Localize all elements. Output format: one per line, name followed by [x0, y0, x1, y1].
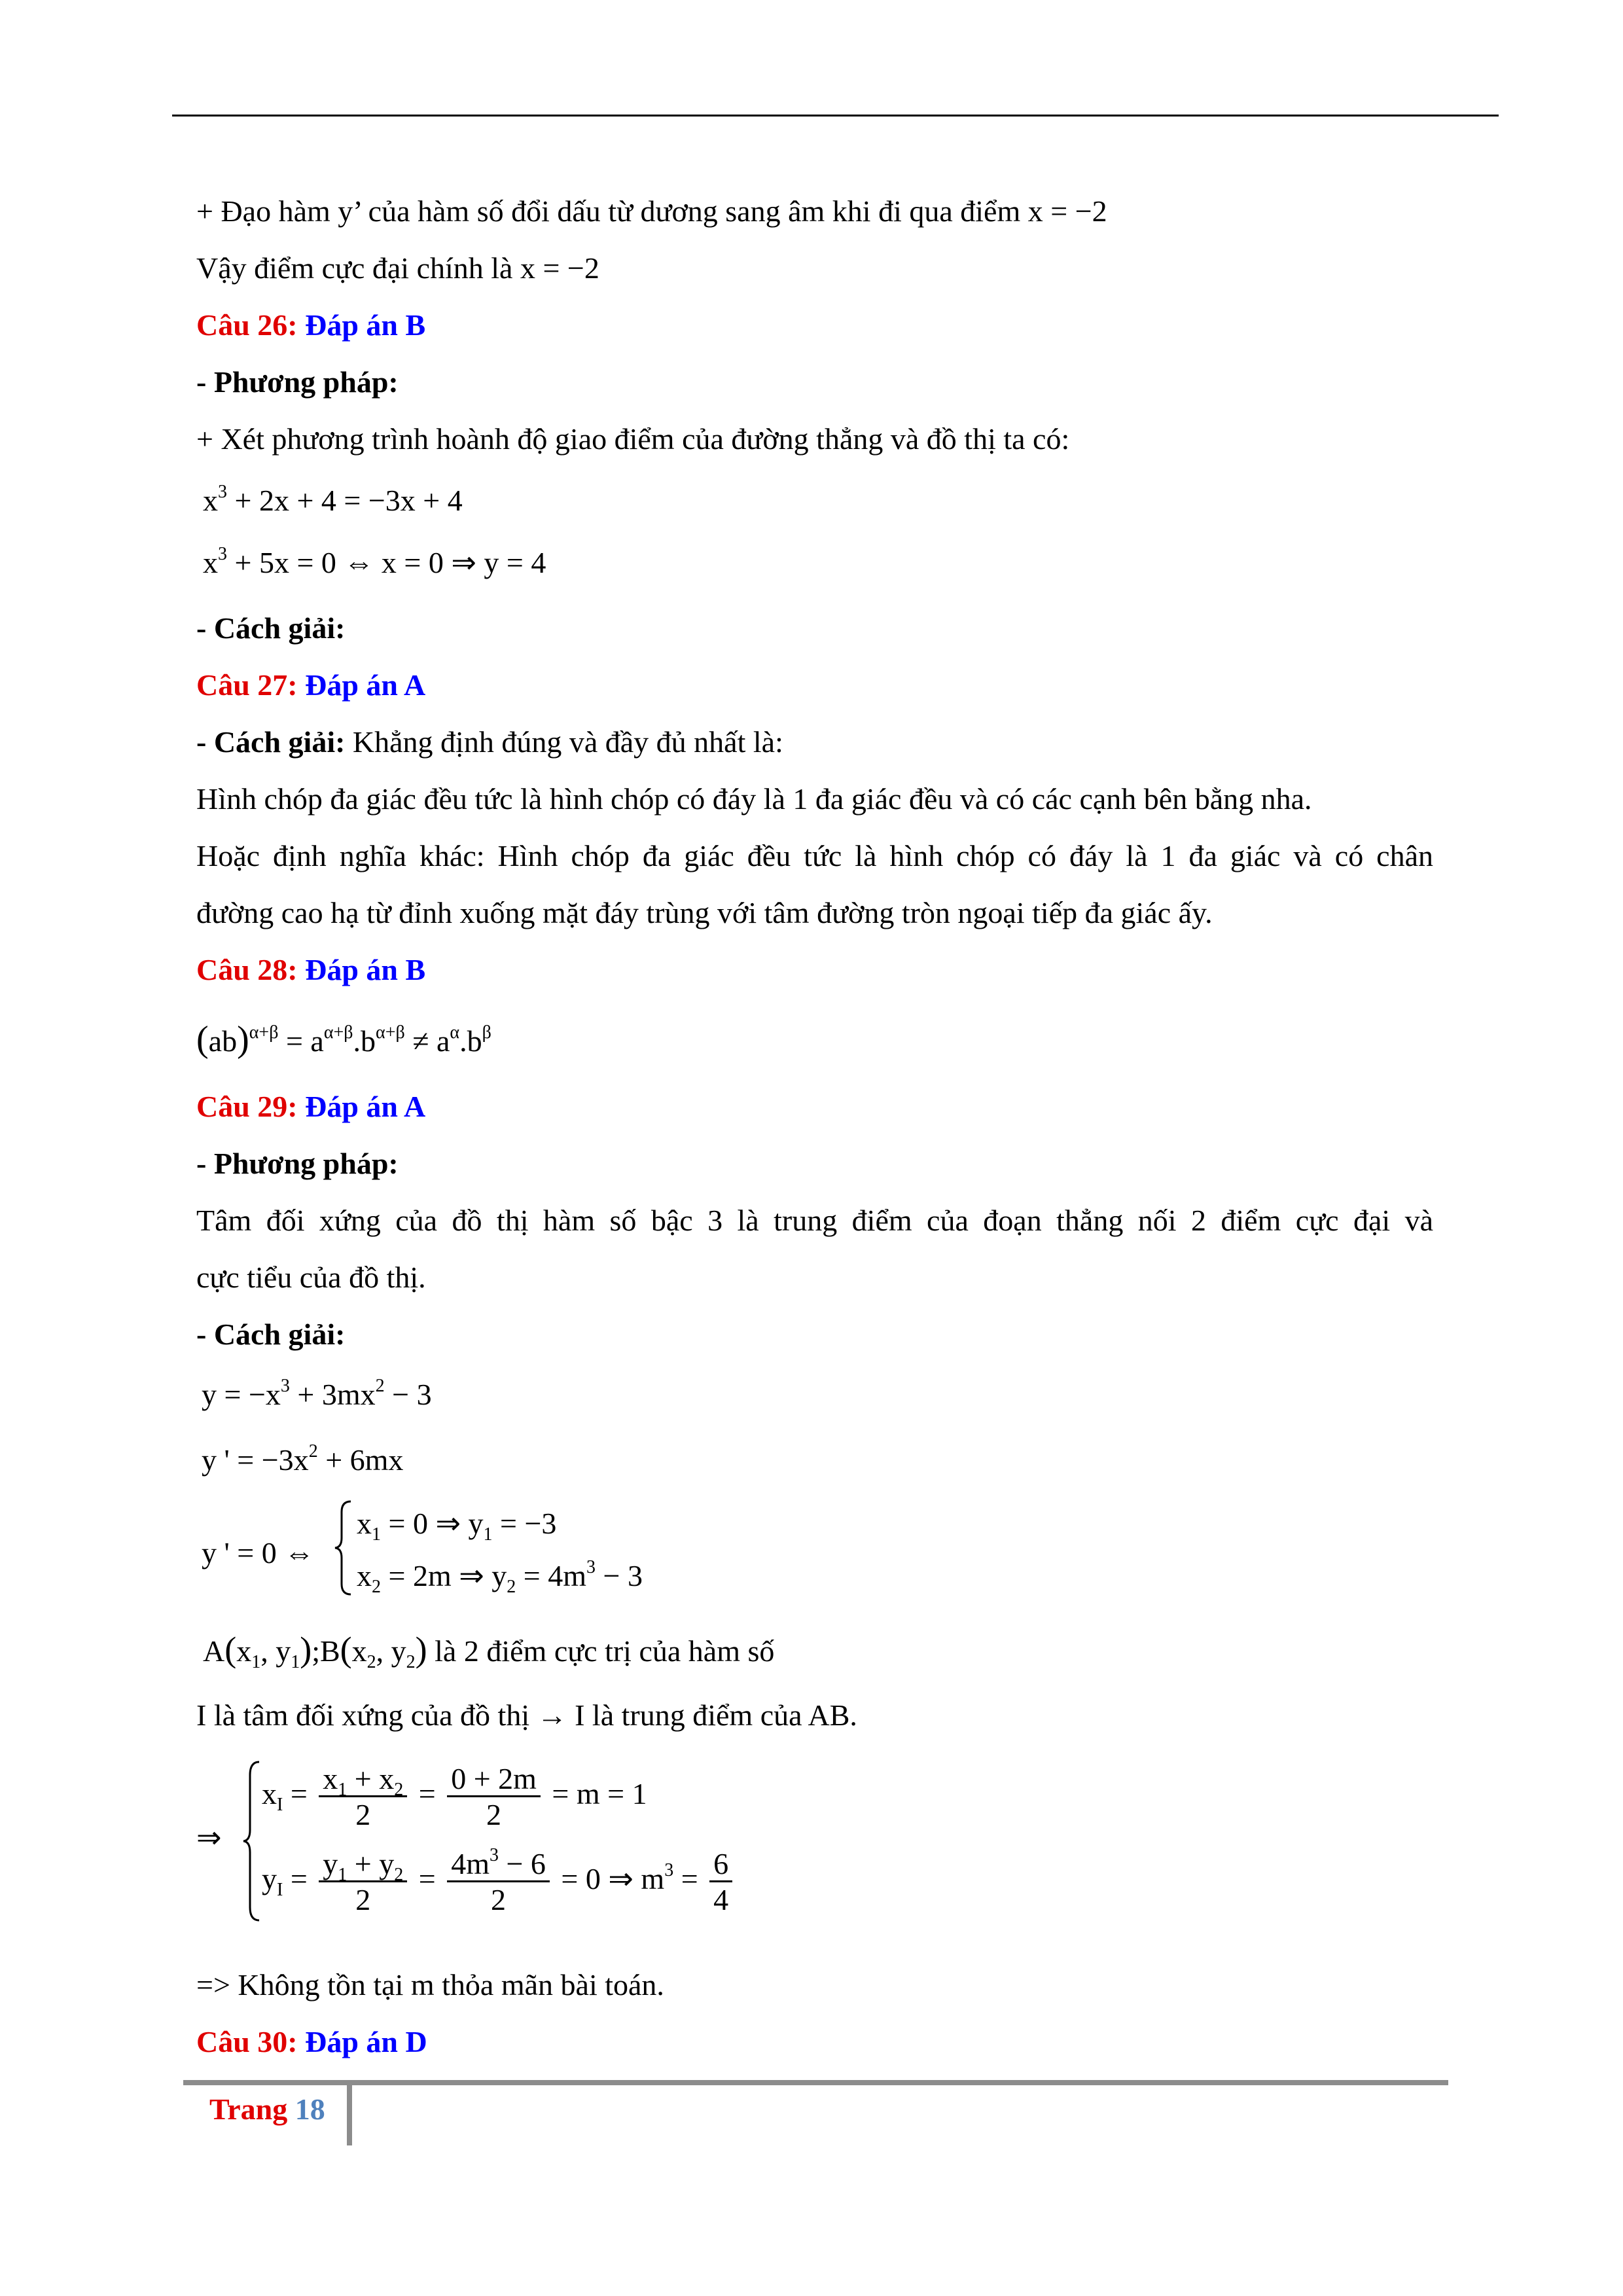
section-heading: - Phương pháp:	[196, 365, 399, 399]
brace-icon	[242, 1759, 262, 1923]
section-heading: - Cách giải:	[196, 611, 346, 645]
equation: y ' = 0 ⇔	[202, 1536, 315, 1570]
answer-label: Đáp án A	[305, 668, 426, 702]
question-heading-29	[196, 1092, 425, 1122]
question-heading-27	[196, 670, 425, 700]
section-heading: - Cách giải:	[196, 1318, 346, 1351]
footer-rule	[183, 2080, 1448, 2085]
question-label: Câu 29:	[196, 1090, 298, 1123]
text-line: Hoặc định nghĩa khác: Hình chóp đa giác đều tức là hình chóp có đáy là 1 đa giác và có chân	[196, 839, 1433, 872]
equation: $x^3 + 2x + 4 = -3x + 4$	[203, 482, 463, 517]
text-line: Tâm đối xứng của đồ thị hàm số bậc 3 là trung điểm của đoạn thẳng nối 2 điểm cực đại và	[196, 1204, 1433, 1237]
text-line: => Không tồn tại m thỏa mãn bài toán.	[196, 1968, 664, 2001]
equation: $x_1 = 0$ ⇒ $y_1 = -3$	[357, 1507, 557, 1545]
equation: $A(x_1$, $y_1);B(x_2$, $y_2$) là 2 điểm cực trị của hàm số	[203, 1630, 775, 1672]
page-footer	[209, 2092, 325, 2126]
question-label: Câu 30:	[196, 2025, 298, 2058]
equation: $y_I$ = $\frac{y_1 + y_2}{2}$ = $\frac{4m^3 - 6}{2}$ = 0 ⇒ $m^3$ = $\frac{6}{4}$	[262, 1849, 736, 1915]
footer-divider	[347, 2085, 352, 2145]
question-heading-30	[196, 2027, 427, 2057]
equation: $(ab)^{\alpha+\beta} = a^{\alpha+\beta}.b^{\alpha+\beta} \ne a^\alpha.b^\beta$	[196, 1019, 491, 1060]
text-line: Vậy điểm cực đại chính là x = −2	[196, 251, 599, 285]
text-line: + Đạo hàm y’ của hàm số đổi dấu từ dương sang âm khi đi qua điểm x = −2	[196, 194, 1107, 228]
equation: y ' = $-3x^2 + 6mx$	[202, 1441, 404, 1477]
text-line: Hình chóp đa giác đều tức là hình chóp có đáy là 1 đa giác đều và có các cạnh bên bằng nha.	[196, 782, 1312, 816]
text-line: cực tiểu của đồ thị.	[196, 1261, 426, 1294]
text-fragment: Khẳng định đúng và đầy đủ nhất là:	[345, 725, 783, 759]
implies-symbol: ⇒	[196, 1821, 222, 1854]
header-rule	[172, 115, 1499, 117]
equation: $x^3 + 5x = 0$ ⇔ x = 0 ⇒ y = 4	[203, 544, 546, 579]
question-heading-26	[196, 310, 425, 340]
text-line: I là tâm đối xứng của đồ thị → I là trung điểm của AB.	[196, 1698, 857, 1732]
question-label: Câu 27:	[196, 668, 298, 702]
answer-label: Đáp án A	[305, 1090, 426, 1123]
text-line: đường cao hạ từ đỉnh xuống mặt đáy trùng với tâm đường tròn ngoại tiếp đa giác ấy.	[196, 896, 1213, 929]
answer-label: Đáp án D	[305, 2025, 427, 2058]
page-number: 18	[294, 2092, 325, 2126]
question-label: Câu 26:	[196, 308, 298, 342]
section-heading: - Phương pháp:	[196, 1147, 399, 1180]
section-heading: - Cách giải:	[196, 725, 346, 759]
text-line	[196, 727, 783, 757]
text-line: + Xét phương trình hoành độ giao điểm của đường thẳng và đồ thị ta có:	[196, 422, 1070, 456]
question-label: Câu 28:	[196, 953, 298, 986]
equation: $y = -x^3 + 3mx^2 - 3$	[202, 1376, 432, 1411]
footer-label: Trang	[209, 2092, 288, 2126]
text-fragment: là 2 điểm cực trị của hàm số	[427, 1634, 775, 1668]
question-heading-28	[196, 955, 425, 985]
answer-label: Đáp án B	[305, 953, 426, 986]
answer-label: Đáp án B	[305, 308, 426, 342]
equation: $x_I$ = $\frac{x_1 + x_2}{2}$ = $\frac{0 + 2m}{2}$ = m = 1	[262, 1762, 647, 1831]
equation: $x_2 = 2m$ ⇒ $y_2 = 4m^3 - 3$	[357, 1557, 643, 1597]
brace-icon	[334, 1499, 353, 1597]
